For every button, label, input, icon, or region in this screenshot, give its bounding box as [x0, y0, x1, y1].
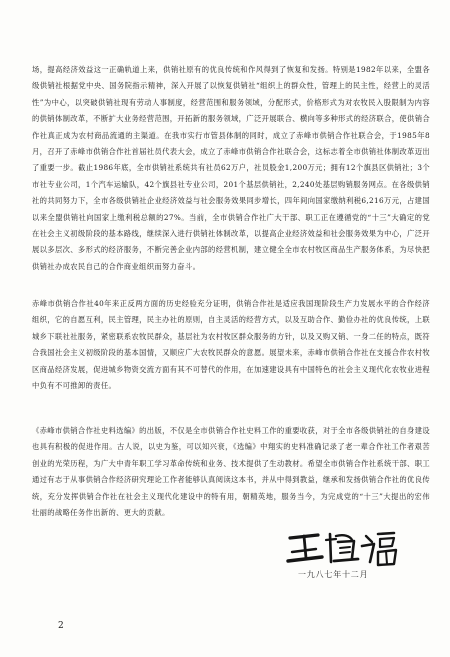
date-line: 一九八七年十二月 [298, 570, 369, 579]
handwritten-signature [284, 528, 402, 568]
paragraph-2: 赤峰市供销合作社40年来正反两方面的历史经验充分证明，供销合作社是适应我国现阶段生产力发展水平的合作经济组织，它的自愿互利，民主管理，民主办社的原则，自主灵活的经营方式，以及互助合作、勤俭办社的优良传统，上联城乡下联社社服务，紧密联系农牧民群众，基层社为农村牧区群众服务的方针，以及又购又销、一身二任的特点，既符合我国社会主义初级阶段的基本国情，又顺应广大农牧民群众的意愿。展望未来，赤峰市供销合作社在支援合作农村牧区商品经济发展，促进城乡物资交流方面有其不可替代的作用，在加速建设具有中国特色的社会主义现代化农牧业进程中负有不可推卸的责任。 [32, 299, 430, 391]
paragraph-1: 场，提高经济效益这一正确轨道上来，供销社原有的优良传统和作风得到了恢复和发扬。特别是1982年以来，全盟各级供销社根据党中央、国务院指示精神，深入开展了以恢复供销社“组织上的群众性，管理上的民主性，经营上的灵活性”为中心，以突破供销社现有劳动人事制度，经营范围和服务领域，分配形式，价格形式为对农牧民入股限制为内容的供销体制改革，不断扩大业务经营范围，开拓新的服务领域，广泛开展联合、横向等多种形式的经济联合，使供销合作社真正成为农村商品流通的主渠道。在我市实行市管县体制的同时，成立了赤峰市供销合作社联合会，于1985年8月，召开了赤峰市供销合作社首届社员代表大会，成立了赤峰市供销合作社联合会，这标志着全市供销社体制改革迈出了重要一步。截止1986年底，全市供销社系统共有社员62万户，社员股金1,200万元；拥有12个旗县区供销社；3个市社专业公司，1个汽车运输队，42个旗县社专业公司，201个基层供销社，2,240处基层购销服务网点。在各级供销社的共同努力下，全市各级供销社企业经济效益与社会服务效果同步增长，四年间向国家缴纳利税6,216万元，占建国以来全盟供销社向国家上缴利税总额的27%。当前，全市供销合作社广大干部、职工正在遵循党的“十三”大确定的党在社会主义初级阶段的基本路线，继续深入进行供销社体制改革，以提高企业经济效益和社会服务效果为中心，广泛开展以多层次、多形式的经济服务，不断完善企业内部的经营机制，建立健全全市农村牧区商品生产服务体系，为尽快把供销社办成农民自己的合作商业组织而努力奋斗。 [32, 65, 430, 271]
page-number: 2 [58, 621, 64, 631]
paragraph-3: 《赤峰市供销合作社史料选编》的出版，不仅是全市供销合作社史料工作的重要收获，对于全市各级供销社的自身建设也具有积极的促进作用。古人说，以史为鉴，可以知兴衰，《选编》中翔实的史料准确记录了老一辈合作社工作者艰苦创业的光荣历程，为广大中青年职工学习革命传统和业务、技术提供了生动教材。希望全市供销合作社系统干部、职工通过有志于从事供销合作经济研究理论工作者能够认真阅读这本书，并从中得到教益，继承和发扬供销合作社的优良传统，充分发挥供销合作社在社会主义现代化建设中的特有用，朝精英地，服务当今，为完成党的“十三”大提出的宏伟壮丽的战略任务作出新的、更大的贡献。 [32, 426, 430, 518]
